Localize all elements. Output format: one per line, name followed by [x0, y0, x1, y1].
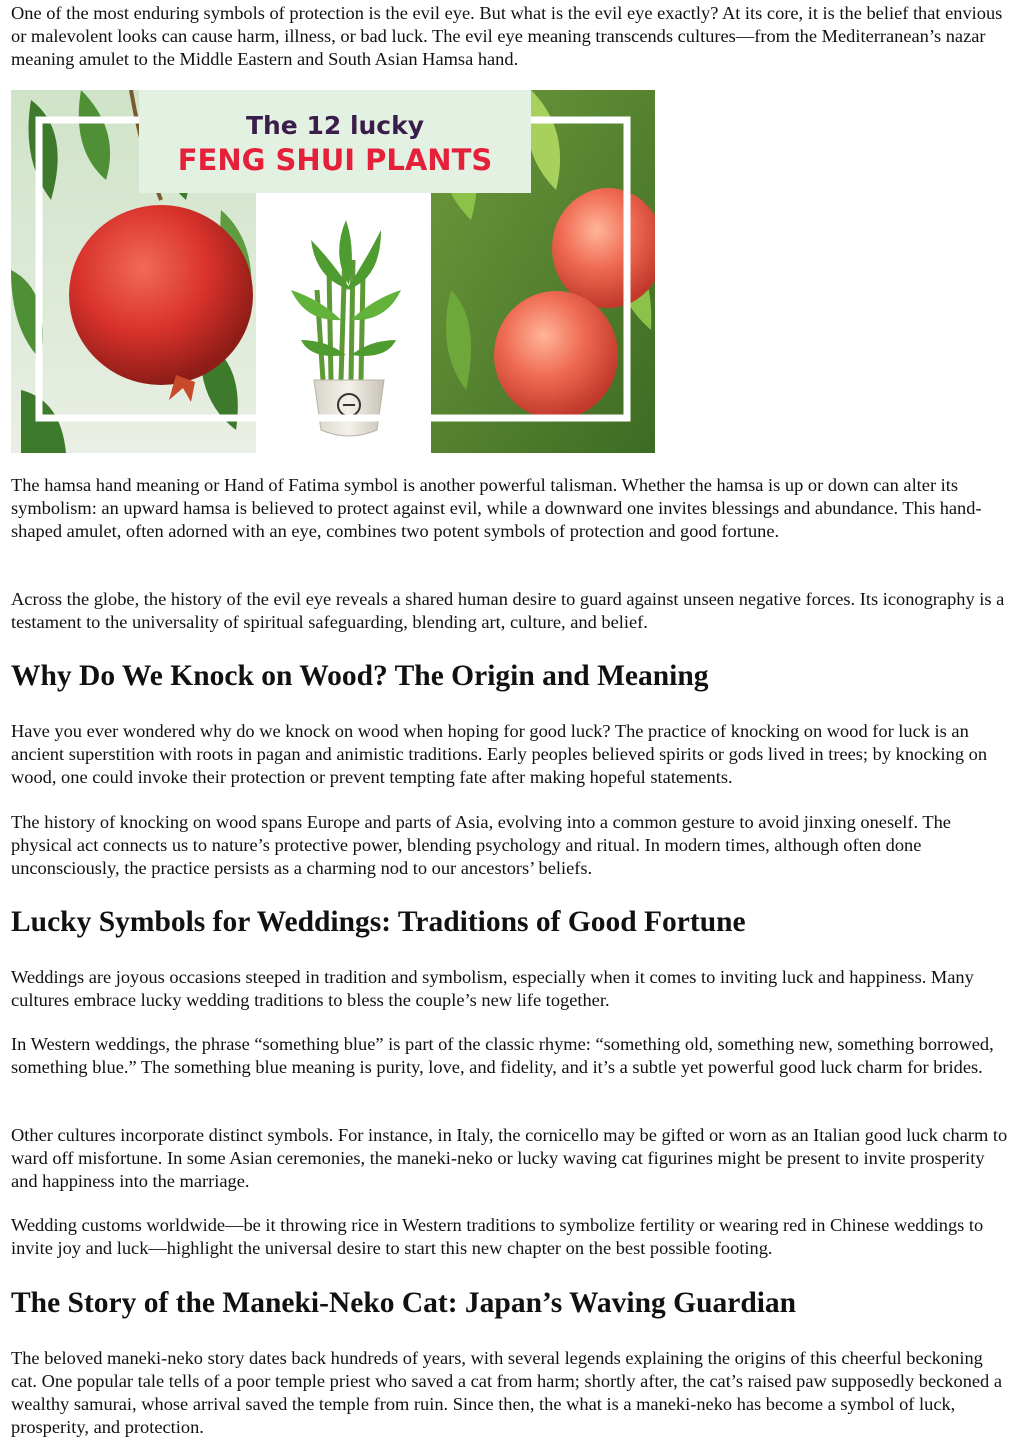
intro-paragraph: One of the most enduring symbols of protection is the evil eye. But what is the evil eye exactly? At its core, it is the belief that envious or malevolent looks can cause harm, illness, or bad luck. The evil eye meaning transcends cultures—from the Mediterranean’s nazar meaning amulet to the Middle Eastern and South Asian Hamsa hand.: [11, 3, 1003, 69]
wedding-paragraph-3: Other cultures incorporate distinct symbols. For instance, in Italy, the cornicello may be gifted or worn as an Italian good luck charm to ward off misfortune. In some Asian ceremonies, the maneki-neko or lucky waving cat figurines might be present to invite prosperity and happiness into the marriage.: [11, 1125, 1008, 1191]
wedding-paragraph-2: In Western weddings, the phrase “something blue” is part of the classic rhyme: “something old, something new, something borrowed, something blue.” The something blue meaning is purity, love, and fidelity, and it’s a subtle yet powerful good luck charm for brides.: [11, 1034, 994, 1077]
intro-paragraph-block: [11, 2, 1013, 71]
knock-on-wood-paragraph-2: The history of knocking on wood spans Europe and parts of Asia, evolving into a common gesture to avoid jinxing oneself. The physical act connects us to nature’s protective power, blending psychology and ritual. In modern times, although often done unconsciously, the practice persists as a charming nod to our ancestors’ beliefs.: [11, 812, 951, 878]
image-title-line2: FENG SHUI PLANTS: [177, 143, 493, 177]
hamsa-paragraph-block: [11, 474, 1013, 543]
feng-shui-plants-image: [11, 90, 655, 453]
maneki-heading-block: [11, 1286, 1013, 1320]
knock-on-wood-heading: Why Do We Knock on Wood? The Origin and Meaning: [11, 660, 709, 692]
feng-shui-plants-illustration: [11, 90, 655, 453]
maneki-paragraph-block: [11, 1347, 1013, 1439]
maneki-neko-heading: The Story of the Maneki-Neko Cat: Japan’s Waving Guardian: [11, 1287, 797, 1319]
image-title-line1: The 12 lucky: [245, 111, 425, 140]
wedding-paragraph-3-block: [11, 1124, 1013, 1193]
wedding-paragraph-1-block: [11, 966, 1013, 1012]
wedding-symbols-heading: Lucky Symbols for Weddings: Traditions of Good Fortune: [11, 906, 746, 938]
wedding-paragraph-2-block: [11, 1033, 1013, 1079]
title-banner: [139, 90, 531, 193]
wedding-paragraph-1: Weddings are joyous occasions steeped in tradition and symbolism, especially when it comes to inviting luck and happiness. Many cultures embrace lucky wedding traditions to bless the couple’s new life together.: [11, 967, 974, 1010]
wedding-paragraph-4: Wedding customs worldwide—be it throwing rice in Western traditions to symbolize fertility or wearing red in Chinese weddings to invite joy and luck—highlight the universal desire to start this new chapter on the best possible footing.: [11, 1215, 984, 1258]
wedding-paragraph-4-block: [11, 1214, 1013, 1260]
peach-fruit-bottom: [494, 291, 618, 419]
pomegranate-fruit: [69, 205, 253, 385]
maneki-neko-paragraph: The beloved maneki-neko story dates back hundreds of years, with several legends explaining the origins of this cheerful beckoning cat. One popular tale tells of a poor temple priest who saved a cat from harm; shortly after, the cat’s raised paw supposedly beckoned a wealthy samurai, whose arrival saved the temple from ruin. Since then, the what is a maneki-neko has become a symbol of luck, prosperity, and protection.: [11, 1348, 1003, 1437]
wedding-heading-block: [11, 905, 1013, 939]
evil-eye-history-paragraph: Across the globe, the history of the evil eye reveals a shared human desire to guard against unseen negative forces. Its iconography is a testament to the universality of spiritual safeguarding, blending art, culture, and belief.: [11, 589, 1005, 632]
history-paragraph-block: [11, 588, 1013, 634]
wood-paragraph-2-block: [11, 811, 1013, 880]
wood-heading-block: [11, 659, 1013, 693]
knock-on-wood-paragraph-1: Have you ever wondered why do we knock on wood when hoping for good luck? The practice of knocking on wood for luck is an ancient superstition with roots in pagan and animistic traditions. Early peoples believed spirits or gods lived in trees; by knocking on wood, one could invoke their protection or prevent tempting fate after making hopeful statements.: [11, 721, 988, 787]
wood-paragraph-1-block: [11, 720, 1013, 789]
hamsa-paragraph: The hamsa hand meaning or Hand of Fatima symbol is another powerful talisman. Whether the hamsa is up or down can alter its symbolism: an upward hamsa is believed to protect against evil, while a downward one invites blessings and abundance. This hand-shaped amulet, often adorned with an eye, combines two potent symbols of protection and good fortune.: [11, 475, 982, 541]
